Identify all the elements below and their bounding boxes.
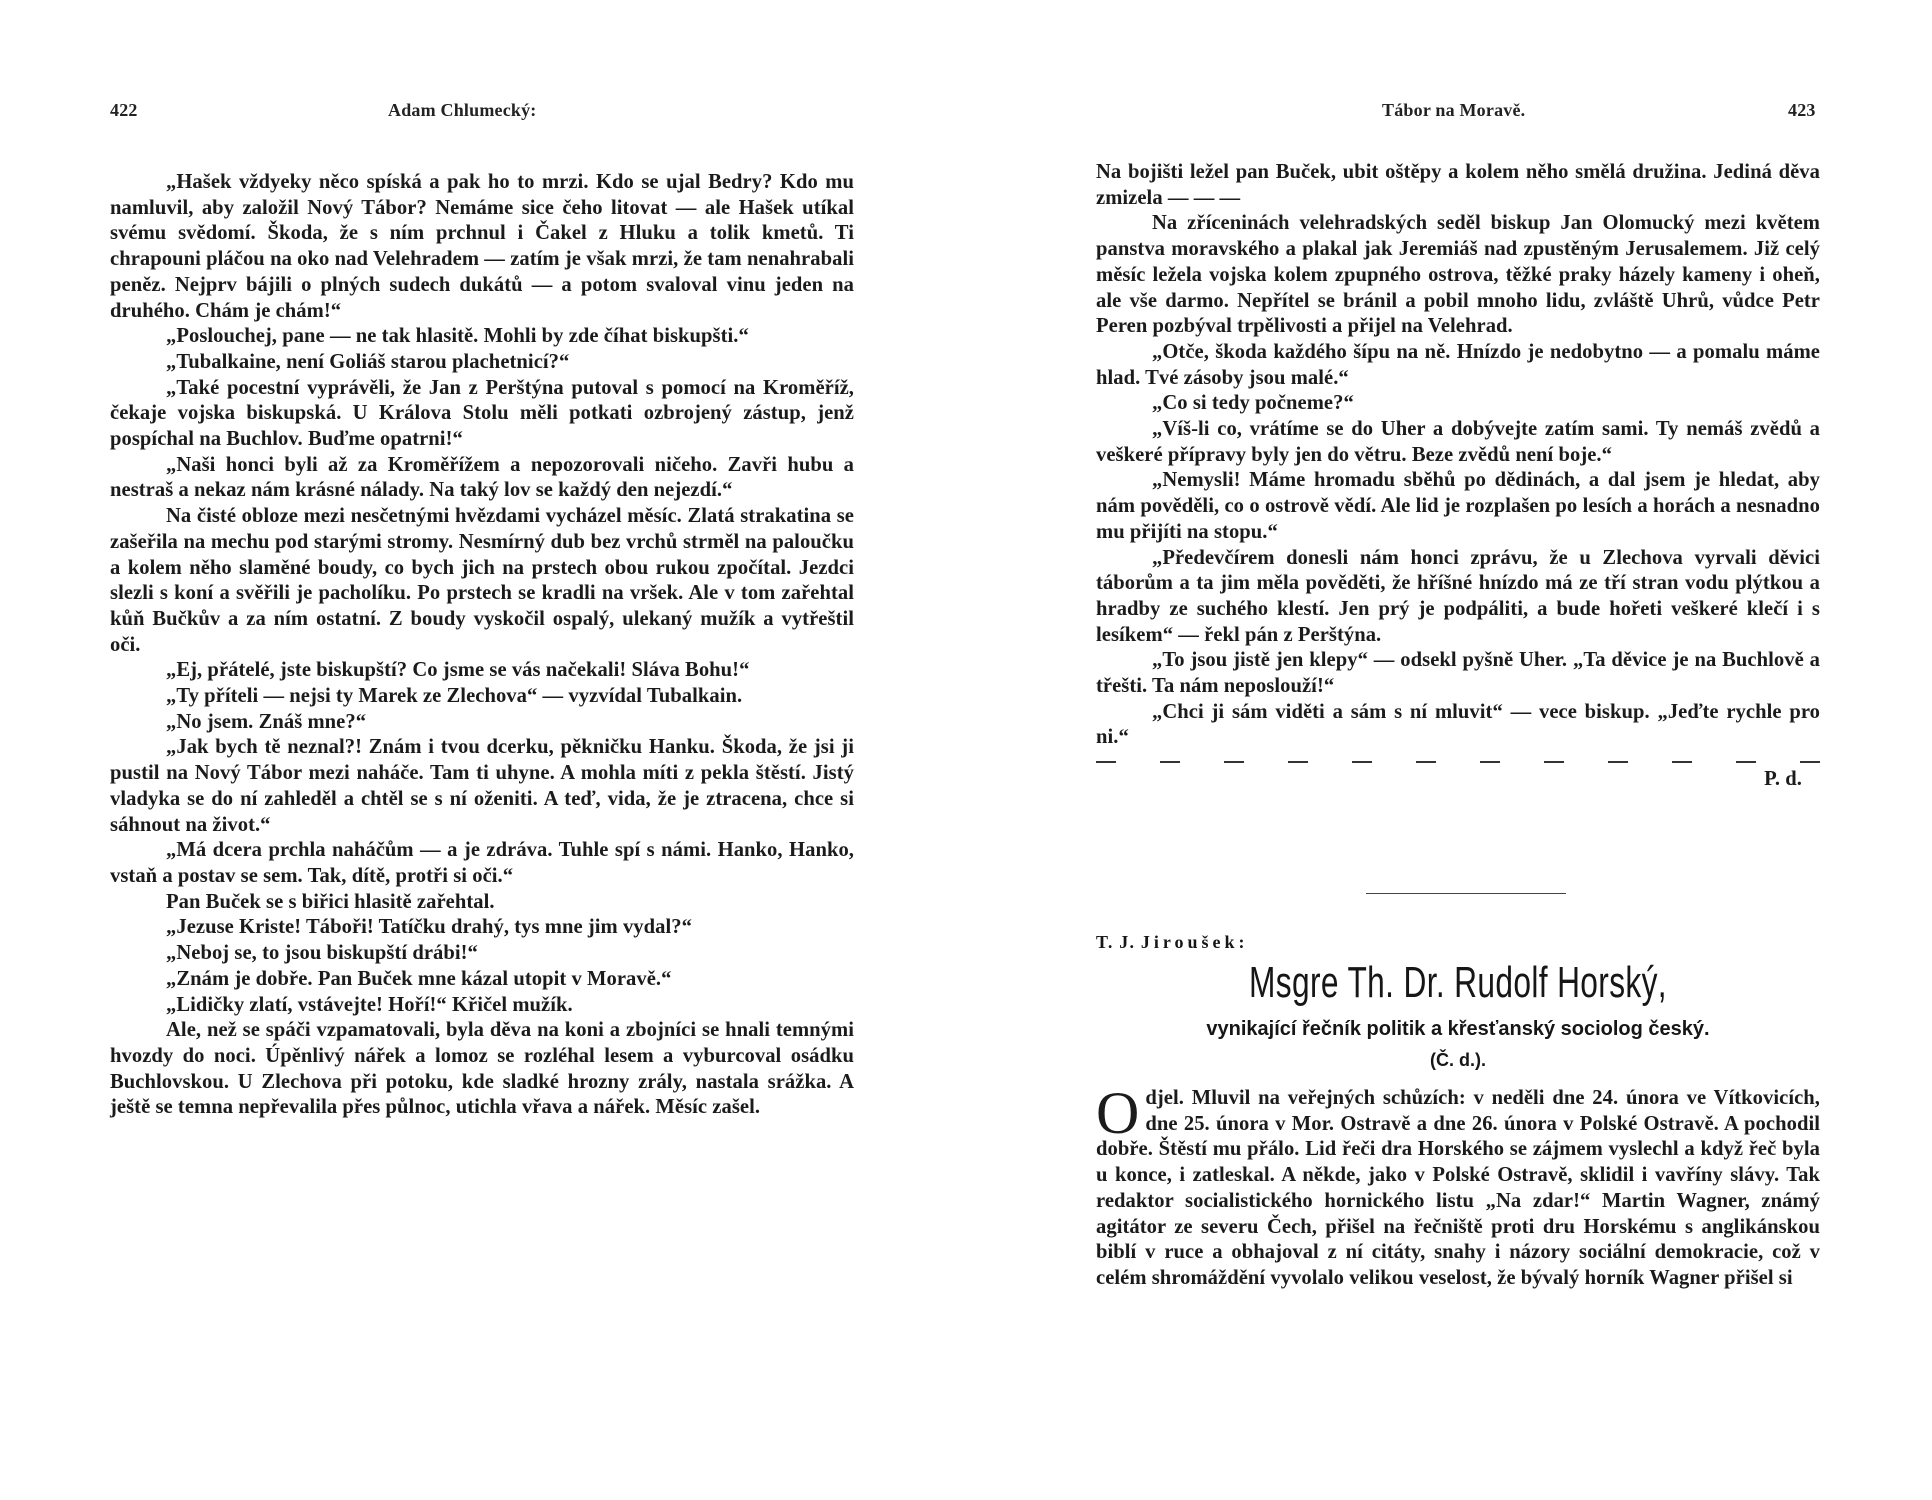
paragraph: „Co si tedy počneme?“	[1152, 392, 1354, 415]
continuation-marker: (Č. d.).	[1430, 1050, 1486, 1070]
author-initials: T. J.	[1096, 932, 1136, 952]
dash-mark	[1480, 761, 1500, 763]
paragraph: „Jak bych tě neznal?! Znám i tvou dcerku, pěkničku Hanku. Škoda, že jsi ji pustil na Nový Tábor mezi naháče. Tam ti uhyne. A mohla míti z pekla štěstí. Jistý vladyka se do ní zahleděl a chtěl se s ní oženiti. A teď, vida, že je ztracena, chce si sáhnout na život.“	[110, 736, 854, 836]
dash-mark	[1288, 761, 1308, 763]
left-page-number: 422	[110, 100, 138, 120]
paragraph: „Chci ji sám viděti a sám s ní mluvit“ — vece biskup. „Jeďte rychle pro ni.“	[1096, 700, 1820, 749]
paragraph: „Otče, škoda každého šípu na ně. Hnízdo je nedobytno — a pomalu máme hlad. Tvé zásoby jsou malé.“	[1096, 340, 1820, 389]
left-text-column	[110, 170, 854, 1121]
dash-mark	[1416, 761, 1436, 763]
right-page	[966, 0, 1932, 1500]
dash-mark	[1352, 761, 1372, 763]
dash-row	[1096, 761, 1820, 763]
paragraph: „Nemysli! Máme hromadu sběhů po dědinách, a dal jsem je hledat, aby nám pověděli, co o ostrově vědí. Ale lid je rozplašen po lesích a horách a nesnadno mu přijíti na stopu.“	[1096, 469, 1820, 543]
dash-mark	[1608, 761, 1628, 763]
paragraph: „Má dcera prchla naháčům — a je zdráva. Tuhle spí s námi. Hanko, Hanko, vstaň a postav se sem. Tak, dítě, protři si oči.“	[110, 839, 854, 887]
dash-mark	[1160, 761, 1180, 763]
paragraph: „No jsem. Znáš mne?“	[166, 710, 367, 733]
dash-mark	[1224, 761, 1244, 763]
paragraph: Na bojišti ležel pan Buček, ubit oštěpy a kolem něho smělá družina. Jediná děva zmizela — — —	[1096, 161, 1820, 209]
dash-mark	[1096, 761, 1116, 763]
left-running-head: Adam Chlumecký:	[388, 100, 537, 120]
signoff: P. d.	[1764, 768, 1802, 791]
dash-mark	[1800, 761, 1820, 763]
right-page-number: 423	[1788, 100, 1816, 120]
article-author	[1096, 932, 1249, 953]
author-surname: Jiroušek:	[1140, 932, 1249, 952]
dash-mark	[1544, 761, 1564, 763]
paragraph: „Naši honci byli až za Kroměřížem a nepozorovali ničeho. Zavři hubu a nestraš a nekaz nám krásné nálady. Na taký lov se každý den nejezdí.“	[110, 453, 854, 502]
paragraph: „Víš-li co, vrátíme se do Uher a dobývejte zatím sami. Ty nemáš zvědů a veškeré přípravy byly jen do větru. Beze zvědů není boje.“	[1096, 418, 1820, 466]
paragraph: Na čisté obloze mezi nesčetnými hvězdami vycházel měsíc. Zlatá strakatina se zašeřila na mechu pod starými stromy. Nesmírný dub bez vrchů strměl na paloučku a kolem něho slaměné boudy, co bych jich na prstech obou rukou zpočítal. Jezdci slezli s koní a svěřili je pacholíku. Po prstech se kradli na vršek. Ale v tom zařehtal kůň Bučkův a za ním ostatní. Z boudy vyskočil ospalý, ulekaný mužík a vytřeštil oči.	[110, 505, 854, 656]
paragraph: Na zříceninách velehradských seděl biskup Jan Olomucký mezi květem panstva moravského a plakal jak Jeremiáš nad zpustěným Jerusalemem. Již celý měsíc ležela vojska kolem zpupného ostrova, těžké praky házely kameny i oheň, ale vše darmo. Nepřítel se bránil a pobil mnoho lidu, zvláště Uhrů, vůdce Petr Peren pozbýval trpělivosti a přijel na Velehrad.	[1096, 212, 1820, 338]
article-subtitle: vynikající řečník politik a křesťanský sociolog český.	[1206, 1018, 1710, 1040]
article-paragraph	[1096, 1080, 1820, 1292]
right-text-column	[1096, 160, 1820, 793]
dash-mark	[1672, 761, 1692, 763]
right-running-head: Tábor na Moravě.	[1382, 100, 1526, 120]
paragraph: Ale, než se spáči vzpamatovali, byla děva na koni a zbojníci se hnali temnými hvozdy do noci. Úpěnlivý nářek a lomoz se rozléhal lesem a vyburcoval osádku Buchlovskou. U Zlechova při potoku, kde sladké hrozny zrály, nastala srážka. A ještě se temna nepřevalila přes půlnoc, utichla vřava a nářek. Měsíc zašel.	[110, 1019, 854, 1119]
paragraph: „Také pocestní vyprávěli, že Jan z Perštýna putoval s pomocí na Kroměříž, čekaje vojska biskupská. U Králova Stolu měli potkati ozbrojený zástup, jenž pospíchal na Buchlov. Buďme opatrni!“	[110, 376, 854, 451]
paragraph: „To jsou jistě jen klepy“ — odsekl pyšně Uher. „Ta děvice je na Buchlově a třešti. Ta nám neposlouží!“	[1096, 649, 1820, 698]
paragraph: „Lidičky zlatí, vstávejte! Hoří!“ Křičel mužík.	[166, 993, 573, 1016]
paragraph: „Ty příteli — nejsi ty Marek ze Zlechova“ — vyzvídal Tubalkain.	[166, 685, 743, 708]
paragraph: „Hašek vždyeky něco spíská a pak ho to mrzi. Kdo se ujal Bedry? Kdo mu namluvil, aby založil Nový Tábor? Nemáme sice čeho litovat — ale Hašek utíkal svému svědomí. Škoda, že s ním prchnul i Čakel z Hluku a tolik kmetů. Ti chrapouni pláčou na oko nad Velehradem — zatím je však mrzi, že tam nenahrabali peněz. Nejprv bájili o plných sudech dukátů — a potom svaloval vinu jeden na druhého. Chám je chám!“	[110, 171, 854, 322]
paragraph: „Jezuse Kriste! Táboři! Tatíčku drahý, tys mne jim vydal?“	[166, 916, 692, 939]
paragraph: „Tubalkaine, není Goliáš starou plachetnicí?“	[166, 350, 570, 373]
article-body	[1096, 1080, 1820, 1292]
paragraph: „Neboj se, to jsou biskupští drábi!“	[166, 942, 478, 965]
section-divider	[1366, 893, 1566, 894]
paragraph: „Poslouchej, pane — ne tak hlasitě. Mohli by zde číhat biskupšti.“	[166, 325, 749, 348]
drop-cap: O	[1096, 1080, 1140, 1146]
paragraph: „Ej, přátelé, jste biskupští? Co jsme se vás načekali! Sláva Bohu!“	[166, 659, 750, 682]
article-text: djel. Mluvil na veřejných schůzích: v neděli dne 24. února ve Vítkovicích, dne 25. února v Mor. Ostravě a dne 26. února v Polské Ostravě. A pochodil dobře. Štěstí mu přálo. Lid řeči dra Horského se zájmem vyslechl a když řeč byla u konce, i zatleskal. A někde, jako v Polské Ostravě, sklidil i vavříny slávy. Tak redaktor socialistického hornického listu „Na zdar!“ Martin Wagner, známý agitátor ze severu Čech, přišel na řečniště proti dru Horskému s anglikánskou biblí v ruce a obhajoval z ní citáty, snahy i názory sociální demokracie, což v celém shromáždění vyvolalo velikou veselost, že bývalý horník Wagner přišel si	[1096, 1087, 1820, 1289]
dash-mark	[1736, 761, 1756, 763]
paragraph: „Předevčírem donesli nám honci zprávu, že u Zlechova vyrvali děvici táborům a ta jim měla pověděti, že hříšné hnízdo má ze tří stran vodu plýtkou a hradby ze suchého klestí. Jen prý je podpáliti, a bude hořeti veškeré klečí i s lesíkem“ — řekl pán z Perštýna.	[1096, 546, 1820, 646]
article-title: Msgre Th. Dr. Rudolf Horský,	[1249, 958, 1667, 1007]
paragraph: „Znám je dobře. Pan Buček mne kázal utopit v Moravě.“	[166, 967, 672, 990]
paragraph: Pan Buček se s biřici hlasitě zařehtal.	[166, 890, 495, 913]
